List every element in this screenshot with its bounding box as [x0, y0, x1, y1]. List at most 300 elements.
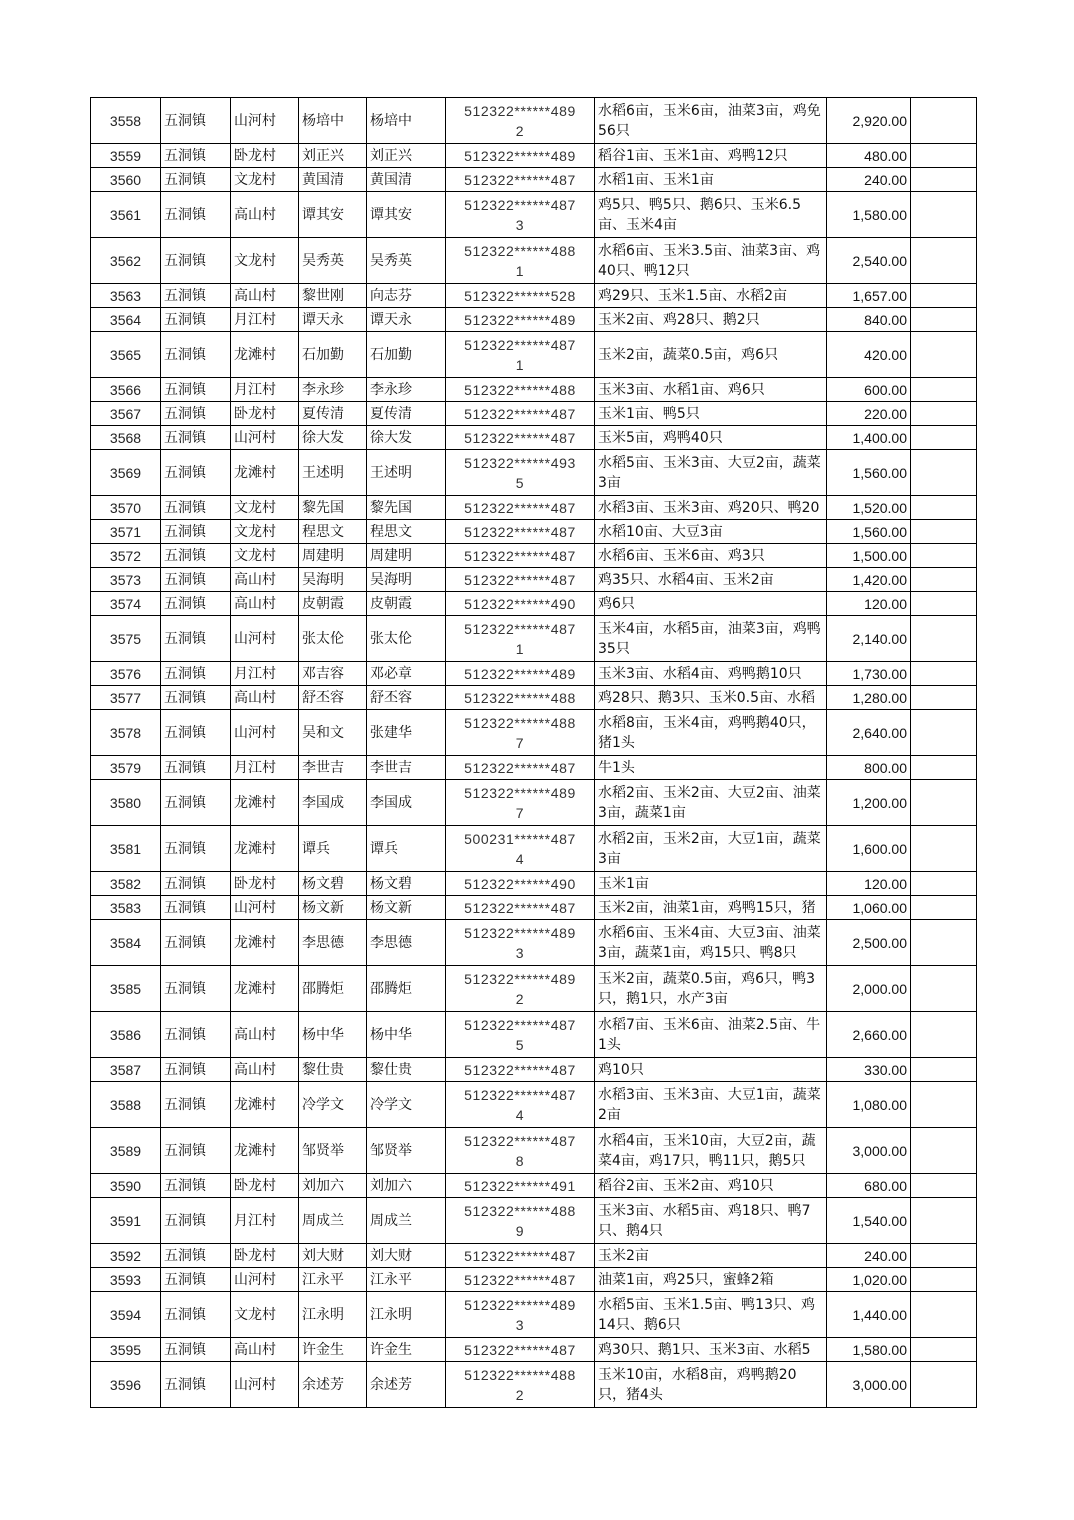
note-cell [911, 1338, 977, 1362]
table-row [91, 710, 977, 756]
name-cell: 江永明 [299, 1292, 367, 1338]
row-number: 3589 [91, 1128, 161, 1174]
name-cell: 杨文碧 [299, 872, 367, 896]
town-cell: 五洞镇 [161, 308, 231, 332]
village-cell: 文龙村 [231, 1292, 299, 1338]
name-cell: 王述明 [299, 450, 367, 496]
table-row [91, 826, 977, 872]
village-cell: 山河村 [231, 1268, 299, 1292]
name-cell: 谭兵 [299, 826, 367, 872]
name-cell: 杨培中 [299, 98, 367, 144]
amount-cell: 2,920.00 [827, 98, 911, 144]
recipient-cell: 李永珍 [367, 378, 446, 402]
items-cell: 水稻10亩、大豆3亩 [595, 520, 827, 544]
town-cell: 五洞镇 [161, 826, 231, 872]
town-cell: 五洞镇 [161, 284, 231, 308]
id-number-line: 512322******490 [464, 875, 576, 892]
town-cell: 五洞镇 [161, 238, 231, 284]
items-cell: 玉米2亩，蔬菜0.5亩，鸡6只，鸭3只，鹅1只，水产3亩 [595, 966, 827, 1012]
amount-cell: 800.00 [827, 756, 911, 780]
town-cell: 五洞镇 [161, 686, 231, 710]
village-cell: 山河村 [231, 426, 299, 450]
recipient-cell: 向志芬 [367, 284, 446, 308]
town-cell: 五洞镇 [161, 1338, 231, 1362]
table-body [91, 98, 977, 1408]
id-number-cell [446, 1012, 595, 1058]
note-cell [911, 920, 977, 966]
recipient-cell: 石加勤 [367, 332, 446, 378]
id-number-tail: 9 [515, 1222, 525, 1239]
name-cell: 冷学文 [299, 1082, 367, 1128]
village-cell: 卧龙村 [231, 872, 299, 896]
id-number-tail: 7 [515, 734, 525, 751]
name-cell: 谭天永 [299, 308, 367, 332]
id-number-line: 512322******487 [464, 523, 576, 540]
row-number: 3564 [91, 308, 161, 332]
amount-cell: 1,580.00 [827, 192, 911, 238]
items-cell: 鸡35只、水稻4亩、玉米2亩 [595, 568, 827, 592]
id-number-cell [446, 686, 595, 710]
name-cell: 吴海明 [299, 568, 367, 592]
items-cell: 水稻5亩、玉米1.5亩、鸭13只、鸡14只、鹅6只 [595, 1292, 827, 1338]
id-number-cell [446, 238, 595, 284]
name-cell: 邵腾炬 [299, 966, 367, 1012]
recipient-cell: 吴秀英 [367, 238, 446, 284]
id-number-tail: 1 [515, 356, 525, 373]
id-number-line: 512322******489 [464, 970, 576, 987]
amount-cell: 120.00 [827, 872, 911, 896]
village-cell: 山河村 [231, 896, 299, 920]
id-number-line: 512322******487 [464, 171, 576, 188]
id-number-cell [446, 1082, 595, 1128]
town-cell: 五洞镇 [161, 168, 231, 192]
row-number: 3587 [91, 1058, 161, 1082]
table-row [91, 780, 977, 826]
amount-cell: 1,420.00 [827, 568, 911, 592]
town-cell: 五洞镇 [161, 332, 231, 378]
row-number: 3593 [91, 1268, 161, 1292]
id-number-tail: 5 [515, 474, 525, 491]
amount-cell: 1,440.00 [827, 1292, 911, 1338]
name-cell: 余述芳 [299, 1362, 367, 1408]
row-number: 3590 [91, 1174, 161, 1198]
note-cell [911, 756, 977, 780]
id-number-line: 512322******488 [464, 689, 576, 706]
items-cell: 玉米4亩，水稻5亩，油菜3亩，鸡鸭35只 [595, 616, 827, 662]
town-cell: 五洞镇 [161, 378, 231, 402]
recipient-cell: 黎仕贵 [367, 1058, 446, 1082]
table-row [91, 332, 977, 378]
amount-cell: 480.00 [827, 144, 911, 168]
town-cell: 五洞镇 [161, 1174, 231, 1198]
town-cell: 五洞镇 [161, 144, 231, 168]
village-cell: 月江村 [231, 756, 299, 780]
id-number-line: 512322******487 [464, 759, 576, 776]
id-number-cell [446, 1338, 595, 1362]
table-row [91, 872, 977, 896]
town-cell: 五洞镇 [161, 520, 231, 544]
row-number: 3574 [91, 592, 161, 616]
note-cell [911, 426, 977, 450]
recipient-cell: 夏传清 [367, 402, 446, 426]
note-cell [911, 1128, 977, 1174]
amount-cell: 240.00 [827, 1244, 911, 1268]
id-number-tail: 3 [515, 1316, 525, 1333]
recipient-cell: 谭兵 [367, 826, 446, 872]
row-number: 3583 [91, 896, 161, 920]
recipient-cell: 李思德 [367, 920, 446, 966]
village-cell: 高山村 [231, 1012, 299, 1058]
name-cell: 张太伦 [299, 616, 367, 662]
village-cell: 月江村 [231, 662, 299, 686]
name-cell: 黎仕贵 [299, 1058, 367, 1082]
id-number-cell [446, 544, 595, 568]
id-number-cell [446, 920, 595, 966]
id-number-line: 512322******488 [464, 1366, 576, 1383]
name-cell: 吴秀英 [299, 238, 367, 284]
note-cell [911, 496, 977, 520]
name-cell: 徐大发 [299, 426, 367, 450]
subsidy-table [90, 97, 977, 1408]
note-cell [911, 1174, 977, 1198]
id-number-line: 512322******487 [464, 547, 576, 564]
row-number: 3595 [91, 1338, 161, 1362]
name-cell: 石加勤 [299, 332, 367, 378]
items-cell: 玉米10亩，水稻8亩，鸡鸭鹅20只，猪4头 [595, 1362, 827, 1408]
town-cell: 五洞镇 [161, 544, 231, 568]
town-cell: 五洞镇 [161, 98, 231, 144]
note-cell [911, 662, 977, 686]
table-row [91, 238, 977, 284]
name-cell: 刘正兴 [299, 144, 367, 168]
name-cell: 李国成 [299, 780, 367, 826]
items-cell: 玉米2亩，油菜1亩，鸡鸭15只，猪 [595, 896, 827, 920]
recipient-cell: 张太伦 [367, 616, 446, 662]
name-cell: 夏传清 [299, 402, 367, 426]
recipient-cell: 吴海明 [367, 568, 446, 592]
village-cell: 龙滩村 [231, 1128, 299, 1174]
note-cell [911, 1292, 977, 1338]
items-cell: 玉米2亩、鸡28只、鹅2只 [595, 308, 827, 332]
note-cell [911, 192, 977, 238]
recipient-cell: 刘加六 [367, 1174, 446, 1198]
village-cell: 文龙村 [231, 496, 299, 520]
village-cell: 卧龙村 [231, 144, 299, 168]
note-cell [911, 1058, 977, 1082]
row-number: 3566 [91, 378, 161, 402]
village-cell: 高山村 [231, 568, 299, 592]
row-number: 3585 [91, 966, 161, 1012]
village-cell: 卧龙村 [231, 402, 299, 426]
table-row [91, 1292, 977, 1338]
recipient-cell: 杨培中 [367, 98, 446, 144]
row-number: 3563 [91, 284, 161, 308]
table-row [91, 192, 977, 238]
id-number-line: 512322******488 [464, 381, 576, 398]
id-number-line: 512322******489 [464, 1296, 576, 1313]
table-row [91, 1362, 977, 1408]
amount-cell: 420.00 [827, 332, 911, 378]
table-row [91, 284, 977, 308]
table-row [91, 378, 977, 402]
items-cell: 鸡29只、玉米1.5亩、水稻2亩 [595, 284, 827, 308]
village-cell: 山河村 [231, 1362, 299, 1408]
name-cell: 杨中华 [299, 1012, 367, 1058]
note-cell [911, 592, 977, 616]
items-cell: 稻谷2亩、玉米2亩、鸡10只 [595, 1174, 827, 1198]
recipient-cell: 程思文 [367, 520, 446, 544]
note-cell [911, 896, 977, 920]
items-cell: 水稻2亩、玉米2亩、大豆2亩、油菜3亩，蔬菜1亩 [595, 780, 827, 826]
id-number-cell [446, 402, 595, 426]
recipient-cell: 黎先国 [367, 496, 446, 520]
note-cell [911, 1244, 977, 1268]
row-number: 3562 [91, 238, 161, 284]
town-cell: 五洞镇 [161, 1292, 231, 1338]
table-row [91, 1082, 977, 1128]
recipient-cell: 刘大财 [367, 1244, 446, 1268]
note-cell [911, 710, 977, 756]
recipient-cell: 杨中华 [367, 1012, 446, 1058]
items-cell: 鸡30只、鹅1只、玉米3亩、水稻5 [595, 1338, 827, 1362]
name-cell: 程思文 [299, 520, 367, 544]
amount-cell: 1,060.00 [827, 896, 911, 920]
items-cell: 玉米3亩、水稻1亩、鸡6只 [595, 378, 827, 402]
row-number: 3560 [91, 168, 161, 192]
town-cell: 五洞镇 [161, 1012, 231, 1058]
note-cell [911, 1012, 977, 1058]
name-cell: 江永平 [299, 1268, 367, 1292]
recipient-cell: 冷学文 [367, 1082, 446, 1128]
note-cell [911, 1198, 977, 1244]
town-cell: 五洞镇 [161, 1128, 231, 1174]
row-number: 3578 [91, 710, 161, 756]
town-cell: 五洞镇 [161, 1198, 231, 1244]
village-cell: 龙滩村 [231, 780, 299, 826]
table-row [91, 98, 977, 144]
village-cell: 高山村 [231, 1058, 299, 1082]
id-number-line: 512322******487 [464, 1016, 576, 1033]
id-number-line: 512322******487 [464, 1247, 576, 1264]
items-cell: 鸡6只 [595, 592, 827, 616]
items-cell: 水稻8亩，玉米4亩，鸡鸭鹅40只，猪1头 [595, 710, 827, 756]
table-row [91, 308, 977, 332]
note-cell [911, 520, 977, 544]
id-number-cell [446, 896, 595, 920]
recipient-cell: 周建明 [367, 544, 446, 568]
village-cell: 高山村 [231, 686, 299, 710]
items-cell: 玉米3亩、水稻5亩、鸡18只、鸭7只、鹅4只 [595, 1198, 827, 1244]
row-number: 3582 [91, 872, 161, 896]
table-row [91, 1268, 977, 1292]
note-cell [911, 826, 977, 872]
name-cell: 杨文新 [299, 896, 367, 920]
id-number-line: 512322******487 [464, 429, 576, 446]
id-number-line: 512322******493 [464, 454, 576, 471]
row-number: 3561 [91, 192, 161, 238]
note-cell [911, 284, 977, 308]
village-cell: 龙滩村 [231, 450, 299, 496]
id-number-cell [446, 378, 595, 402]
items-cell: 鸡10只 [595, 1058, 827, 1082]
amount-cell: 1,500.00 [827, 544, 911, 568]
id-number-line: 512322******487 [464, 1132, 576, 1149]
village-cell: 龙滩村 [231, 332, 299, 378]
id-number-cell [446, 1174, 595, 1198]
name-cell: 黄国清 [299, 168, 367, 192]
amount-cell: 1,200.00 [827, 780, 911, 826]
town-cell: 五洞镇 [161, 1362, 231, 1408]
town-cell: 五洞镇 [161, 756, 231, 780]
table-row [91, 168, 977, 192]
village-cell: 月江村 [231, 1198, 299, 1244]
table-row [91, 568, 977, 592]
town-cell: 五洞镇 [161, 1244, 231, 1268]
recipient-cell: 李国成 [367, 780, 446, 826]
table-row [91, 1012, 977, 1058]
village-cell: 文龙村 [231, 520, 299, 544]
row-number: 3584 [91, 920, 161, 966]
id-number-cell [446, 450, 595, 496]
recipient-cell: 李世吉 [367, 756, 446, 780]
note-cell [911, 168, 977, 192]
id-number-tail: 2 [515, 122, 525, 139]
town-cell: 五洞镇 [161, 662, 231, 686]
table-row [91, 1244, 977, 1268]
id-number-cell [446, 332, 595, 378]
recipient-cell: 谭其安 [367, 192, 446, 238]
amount-cell: 600.00 [827, 378, 911, 402]
id-number-line: 512322******488 [464, 1202, 576, 1219]
table-row [91, 686, 977, 710]
items-cell: 玉米3亩、水稻4亩、鸡鸭鹅10只 [595, 662, 827, 686]
row-number: 3573 [91, 568, 161, 592]
town-cell: 五洞镇 [161, 568, 231, 592]
items-cell: 玉米1亩 [595, 872, 827, 896]
amount-cell: 2,000.00 [827, 966, 911, 1012]
table-row [91, 966, 977, 1012]
village-cell: 高山村 [231, 192, 299, 238]
note-cell [911, 308, 977, 332]
amount-cell: 1,730.00 [827, 662, 911, 686]
table-row [91, 1338, 977, 1362]
recipient-cell: 杨文碧 [367, 872, 446, 896]
table-row [91, 144, 977, 168]
amount-cell: 1,080.00 [827, 1082, 911, 1128]
name-cell: 许金生 [299, 1338, 367, 1362]
id-number-tail: 4 [515, 850, 525, 867]
row-number: 3569 [91, 450, 161, 496]
row-number: 3571 [91, 520, 161, 544]
table-row [91, 896, 977, 920]
name-cell: 邓吉容 [299, 662, 367, 686]
note-cell [911, 780, 977, 826]
row-number: 3579 [91, 756, 161, 780]
note-cell [911, 144, 977, 168]
amount-cell: 240.00 [827, 168, 911, 192]
village-cell: 文龙村 [231, 544, 299, 568]
town-cell: 五洞镇 [161, 192, 231, 238]
table-row [91, 426, 977, 450]
id-number-line: 512322******489 [464, 924, 576, 941]
recipient-cell: 江永平 [367, 1268, 446, 1292]
amount-cell: 2,660.00 [827, 1012, 911, 1058]
amount-cell: 840.00 [827, 308, 911, 332]
amount-cell: 3,000.00 [827, 1362, 911, 1408]
id-number-cell [446, 662, 595, 686]
id-number-cell [446, 98, 595, 144]
row-number: 3565 [91, 332, 161, 378]
row-number: 3591 [91, 1198, 161, 1244]
amount-cell: 3,000.00 [827, 1128, 911, 1174]
town-cell: 五洞镇 [161, 450, 231, 496]
id-number-cell [446, 144, 595, 168]
recipient-cell: 黄国清 [367, 168, 446, 192]
amount-cell: 2,540.00 [827, 238, 911, 284]
note-cell [911, 332, 977, 378]
name-cell: 舒丕容 [299, 686, 367, 710]
note-cell [911, 402, 977, 426]
amount-cell: 2,500.00 [827, 920, 911, 966]
id-number-tail: 1 [515, 262, 525, 279]
row-number: 3594 [91, 1292, 161, 1338]
town-cell: 五洞镇 [161, 616, 231, 662]
id-number-cell [446, 426, 595, 450]
id-number-line: 512322******491 [464, 1177, 576, 1194]
items-cell: 鸡28只、鹅3只、玉米0.5亩、水稻 [595, 686, 827, 710]
table-row [91, 616, 977, 662]
town-cell: 五洞镇 [161, 920, 231, 966]
items-cell: 水稻3亩、玉米3亩、大豆1亩，蔬菜2亩 [595, 1082, 827, 1128]
items-cell: 水稻6亩、玉米3.5亩、油菜3亩、鸡40只、鸭12只 [595, 238, 827, 284]
name-cell: 刘大财 [299, 1244, 367, 1268]
items-cell: 水稻6亩，玉米6亩，油菜3亩，鸡免56只 [595, 98, 827, 144]
id-number-cell [446, 780, 595, 826]
note-cell [911, 238, 977, 284]
recipient-cell: 余述芳 [367, 1362, 446, 1408]
village-cell: 龙滩村 [231, 966, 299, 1012]
amount-cell: 1,540.00 [827, 1198, 911, 1244]
amount-cell: 1,020.00 [827, 1268, 911, 1292]
row-number: 3577 [91, 686, 161, 710]
items-cell: 玉米2亩 [595, 1244, 827, 1268]
id-number-line: 512322******487 [464, 1341, 576, 1358]
table-row [91, 402, 977, 426]
village-cell: 山河村 [231, 616, 299, 662]
row-number: 3586 [91, 1012, 161, 1058]
note-cell [911, 544, 977, 568]
recipient-cell: 邓必章 [367, 662, 446, 686]
table-row [91, 1198, 977, 1244]
recipient-cell: 许金生 [367, 1338, 446, 1362]
town-cell: 五洞镇 [161, 592, 231, 616]
name-cell: 周建明 [299, 544, 367, 568]
village-cell: 龙滩村 [231, 826, 299, 872]
note-cell [911, 1082, 977, 1128]
items-cell: 玉米2亩，蔬菜0.5亩，鸡6只 [595, 332, 827, 378]
id-number-tail: 4 [515, 1106, 525, 1123]
id-number-line: 512322******489 [464, 665, 576, 682]
id-number-cell [446, 192, 595, 238]
id-number-cell [446, 756, 595, 780]
id-number-cell [446, 1128, 595, 1174]
row-number: 3592 [91, 1244, 161, 1268]
amount-cell: 1,560.00 [827, 520, 911, 544]
row-number: 3559 [91, 144, 161, 168]
note-cell [911, 966, 977, 1012]
id-number-tail: 7 [515, 804, 525, 821]
amount-cell: 1,580.00 [827, 1338, 911, 1362]
